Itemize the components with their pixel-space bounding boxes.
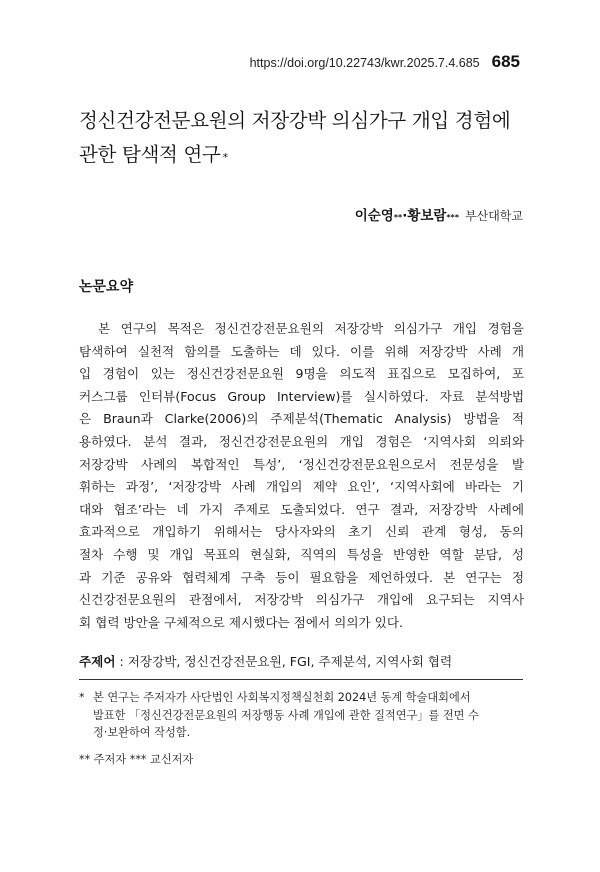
page-number: 685 [491,52,520,71]
author-line [355,204,523,224]
page-header [250,52,520,72]
author-1-mark: ** [393,213,403,222]
author-2-mark: *** [446,213,460,222]
footnote-1-text [93,689,531,742]
abstract-line: 휘하는 과정’, ‘저장강박 사례 개입의 제약 요인’, ‘지역사회에 바라는 기 [79,479,524,495]
author-1-name: 이순영 [354,208,394,224]
title-line-1: 정신건강전문요원의 저장강박 의심가구 개입 경험에 [79,109,511,132]
footnote-1-line: 발표한 「정신건강전문요원의 저장행동 사례 개입에 관한 질적연구」를 전면 수 [93,708,479,722]
author-2-name: 황보람 [407,208,447,224]
abstract-line: 탐색하여 실천적 함의를 도출하는 데 있다. 이를 위해 저장강박 사례 개 [79,343,524,359]
footnote-1-line: 정·보완하여 작성함. [93,726,191,739]
footnotes [79,689,531,768]
keywords-text: : 저장강박, 정신건강전문요원, FGI, 주제분석, 지역사회 협력 [115,654,453,669]
author-separator: · [402,208,408,224]
footnote-1-mark: * [79,691,85,704]
footnote-2: ** 주저자 *** 교신저자 [79,752,194,766]
title-footnote-mark: * [222,151,228,164]
abstract-heading: 논문요약 [79,279,134,295]
keywords-label: 주제어 [79,654,116,669]
title-line-2: 관한 탐색적 연구 [79,143,221,166]
abstract-line: 저장강박 사례의 복합적인 특성’, ‘정신건강전문요원으로서 전문성을 발 [79,456,524,472]
abstract-line: 용하였다. 분석 결과, 정신건강전문요원의 개입 경험은 ‘지역사회 의뢰와 [79,433,524,449]
abstract-line: 은 Braun과 Clarke(2006)의 주제분석(Thematic Analysis) 방법을 적 [79,411,524,427]
abstract-line: 대와 협조’라는 네 가지 주제로 도출되었다. 연구 결과, 저장강박 사례에 [79,501,524,517]
abstract-line: 커스그룹 인터뷰(Focus Group Interview)를 실시하였다. 자료 분석방법 [79,388,524,404]
abstract-body [79,318,524,634]
footnote-1 [79,689,531,742]
paper-title [79,104,529,175]
footnote-divider [79,679,523,680]
author-affiliation: 부산대학교 [465,209,523,223]
abstract-line: 회 협력 방안을 구체적으로 제시했다는 점에서 의의가 있다. [79,614,403,630]
abstract-line: 과 기준 공유와 협력체계 구축 등이 필요함을 제언하였다. 본 연구는 정 [79,569,524,585]
doi-link[interactable]: https://doi.org/10.22743/kwr.2025.7.4.685 [249,56,480,70]
abstract-line: 절차 수행 및 개입 목표의 현실화, 직역의 특성을 반영한 역할 분담, 성 [79,546,524,562]
keywords [79,651,452,670]
abstract-line: 효과적으로 개입하기 위해서는 당사자와의 초기 신뢰 관계 형성, 동의 [79,524,524,540]
abstract-line: 신건강전문요원의 관점에서, 저장강박 의심가구 개입에 요구되는 지역사 [79,592,524,608]
footnote-1-line: 본 연구는 주저자가 사단법인 사회복지정책실천회 2024년 동계 학술대회에서 [93,691,471,704]
abstract-line: 입 경험이 있는 정신건강전문요원 9명을 의도적 표집으로 모집하여, 포 [79,366,524,382]
abstract-line: 본 연구의 목적은 정신건강전문요원의 저장강박 의심가구 개입 경험을 [79,321,524,336]
